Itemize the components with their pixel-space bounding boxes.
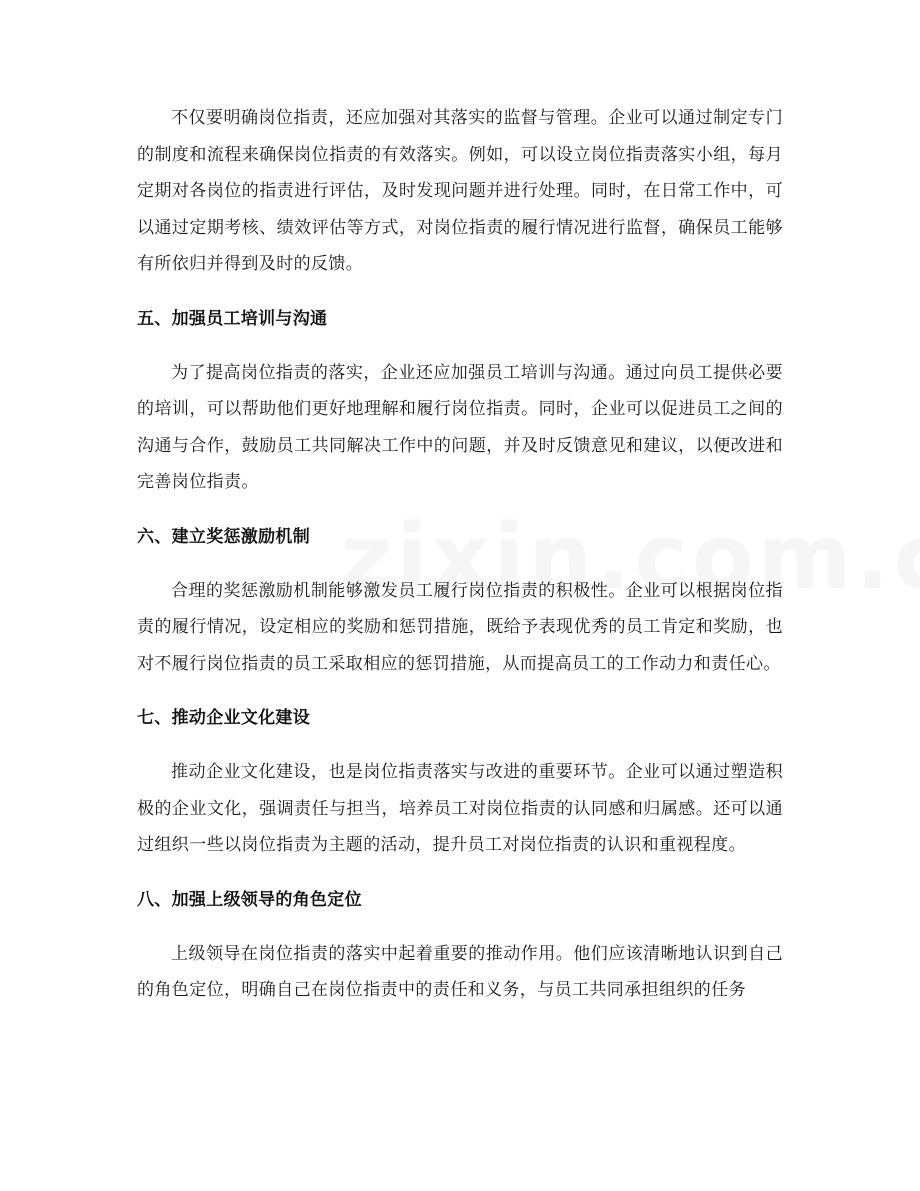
heading-section-7: 七、推动企业文化建设 <box>137 708 310 728</box>
paragraph-leadership: 上级领导在岗位指责的落实中起着重要的推动作用。他们应该清晰地认识到自己的角色定位，明确自己在岗位指责中的责任和义务，与员工共同承担组织的任务 <box>137 943 783 1000</box>
heading-section-6: 六、建立奖惩激励机制 <box>137 526 310 547</box>
paragraph-training: 为了提高岗位指责的落实，企业还应加强员工培训与沟通。通过向员工提供必要的培训，可以帮助他们更好地理解和履行岗位指责。同时，企业可以促进员工之间的沟通与合作，鼓励员工共同解决工作中的问题，并及时反馈意见和建议，以便改进和完善岗位指责。 <box>137 362 783 492</box>
paragraph-supervision: 不仅要明确岗位指责，还应加强对其落实的监督与管理。企业可以通过制定专门的制度和流程来确保岗位指责的有效落实。例如，可以设立岗位指责落实小组，每月定期对各岗位的指责进行评估，及时发现问题并进行处理。同时，在日常工作中，可以通过定期考核、绩效评估等方式，对岗位指责的履行情况进行监督，确保员工能够有所依归并得到及时的反馈。 <box>137 108 783 274</box>
paragraph-incentives: 合理的奖惩激励机制能够激发员工履行岗位指责的积极性。企业可以根据岗位指责的履行情况，设定相应的奖励和惩罚措施，既给予表现优秀的员工肯定和奖励，也对不履行岗位指责的员工采取相应的惩罚措施，从而提高员工的工作动力和责任心。 <box>137 580 783 674</box>
heading-section-5: 五、加强员工培训与沟通 <box>137 308 328 329</box>
heading-section-8: 八、加强上级领导的角色定位 <box>137 889 362 910</box>
paragraph-culture: 推动企业文化建设，也是岗位指责落实与改进的重要环节。企业可以通过塑造积极的企业文化，强调责任与担当，培养员工对岗位指责的认同感和归属感。还可以通过组织一些以岗位指责为主题的活动，提升员工对岗位指责的认识和重视程度。 <box>137 762 783 855</box>
document-body <box>137 100 783 1009</box>
